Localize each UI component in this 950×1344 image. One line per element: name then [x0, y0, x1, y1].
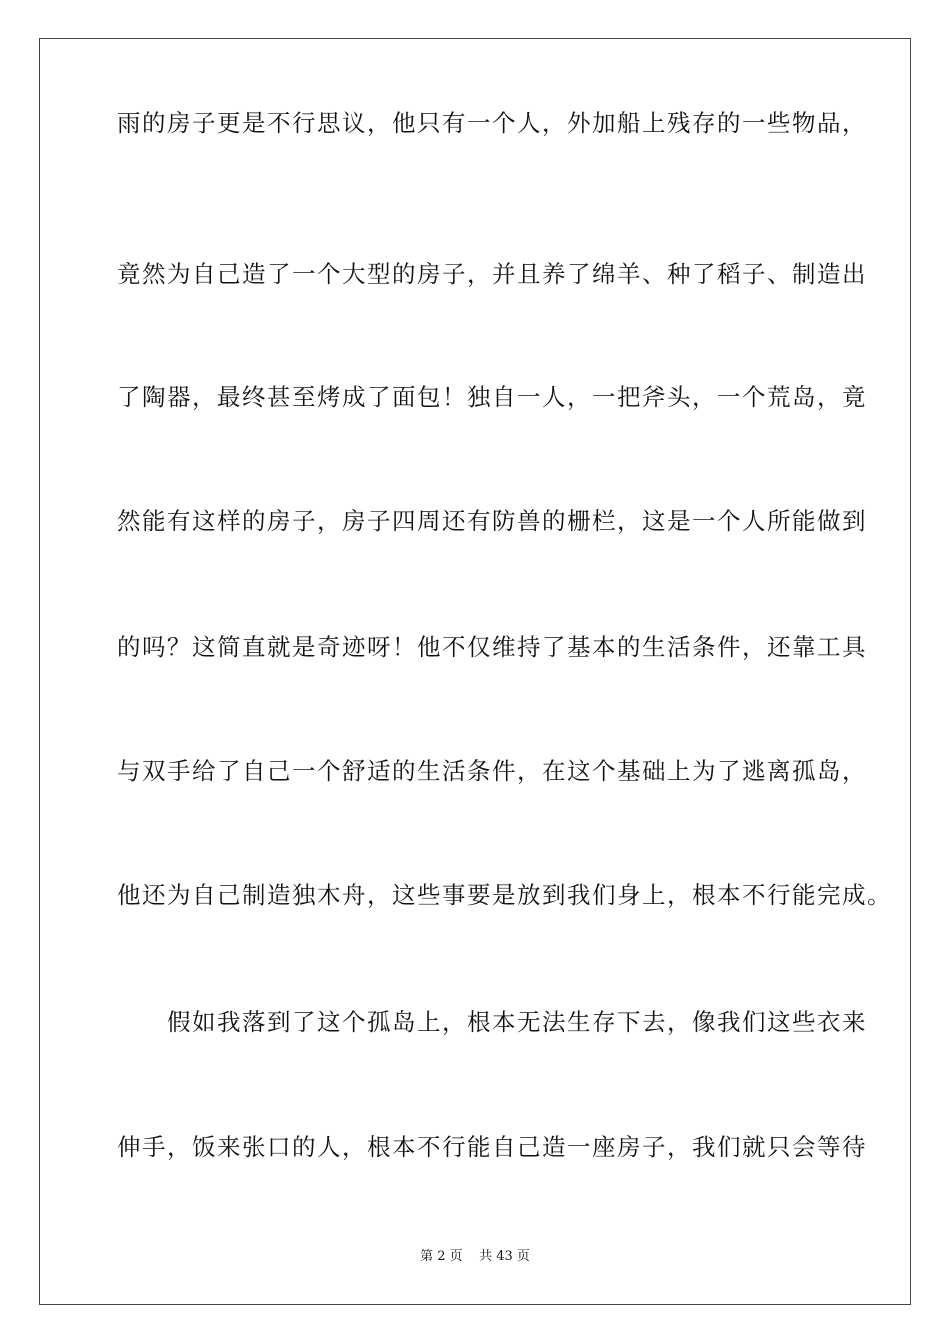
- page-footer: 第 2 页 共 43 页: [420, 1249, 530, 1264]
- text-line: 然能有这样的房子，房子四周还有防兽的栅栏，这是一个人所能做到: [117, 507, 867, 535]
- text-line: 雨的房子更是不行思议，他只有一个人，外加船上残存的一些物品，: [117, 109, 867, 137]
- text-line: 他还为自己制造独木舟，这些事要是放到我们身上，根本不行能完成。: [117, 881, 892, 909]
- text-line: 的吗？这简直就是奇迹呀！他不仅维持了基本的生活条件，还靠工具: [117, 633, 867, 661]
- text-line: 了陶器，最终甚至烤成了面包！独自一人，一把斧头，一个荒岛，竟: [117, 383, 867, 411]
- text-line: 与双手给了自己一个舒适的生活条件，在这个基础上为了逃离孤岛，: [117, 757, 867, 785]
- text-line: 假如我落到了这个孤岛上，根本无法生存下去，像我们这些衣来: [117, 1008, 867, 1036]
- text-line: 伸手，饭来张口的人，根本不行能自己造一座房子，我们就只会等待: [117, 1133, 867, 1161]
- text-line: 竟然为自己造了一个大型的房子，并且养了绵羊、种了稻子、制造出: [117, 260, 867, 288]
- page-frame: [39, 38, 911, 1305]
